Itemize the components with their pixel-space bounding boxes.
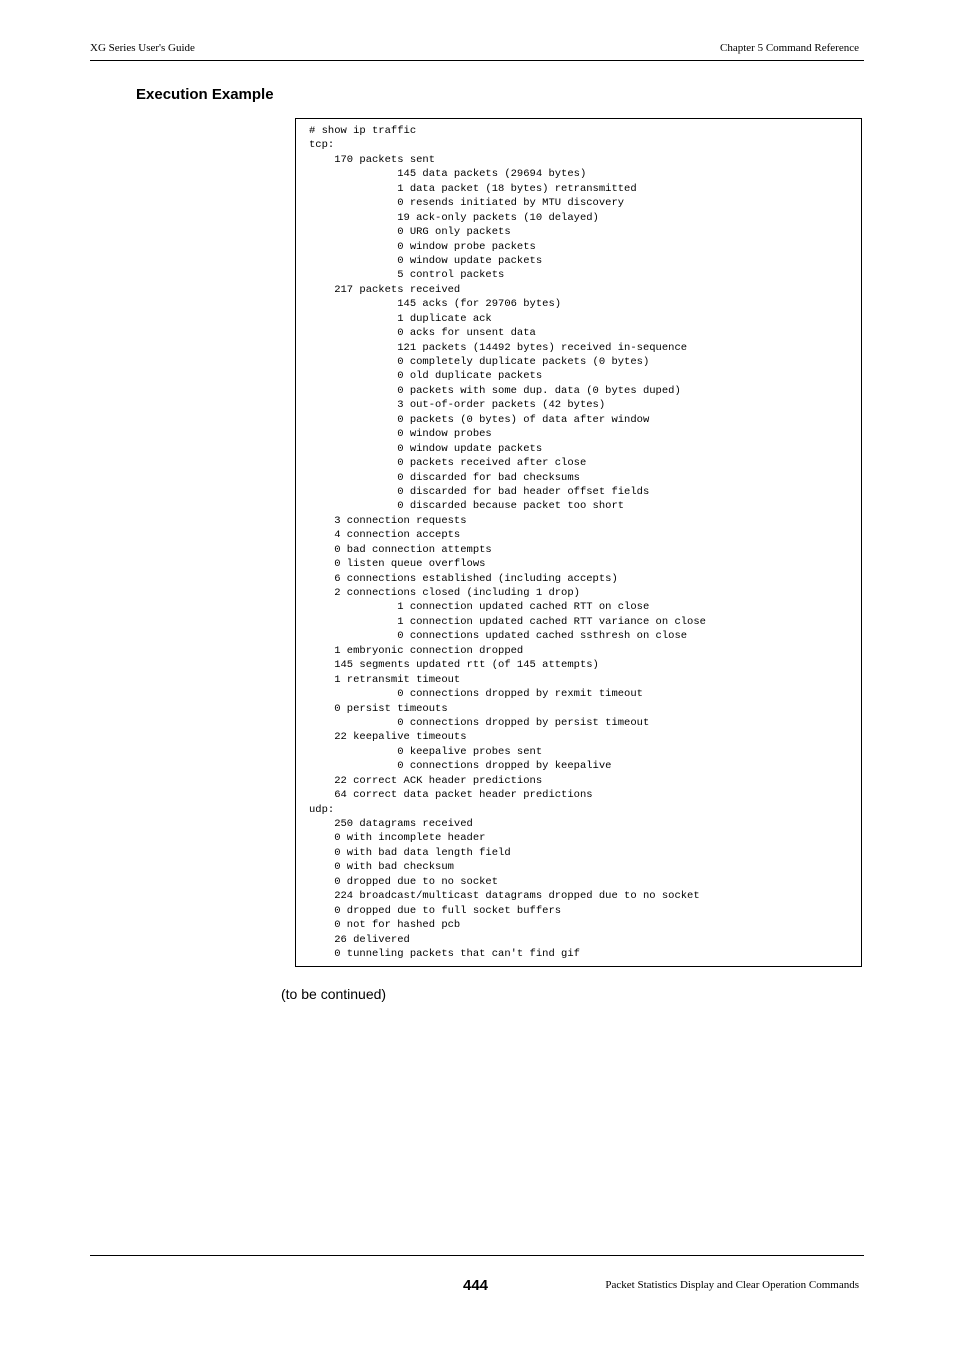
footer-section-title: Packet Statistics Display and Clear Operation Commands <box>605 1279 859 1291</box>
code-line: 0 window probes <box>309 428 492 441</box>
code-line: 1 embryonic connection dropped <box>309 644 524 657</box>
code-line: 22 keepalive timeouts <box>309 731 467 744</box>
code-line: 217 packets received <box>309 283 461 296</box>
code-line: 0 packets received after close <box>309 457 587 470</box>
code-line: 0 listen queue overflows <box>309 558 486 571</box>
code-line: 1 data packet (18 bytes) retransmitted <box>309 182 637 195</box>
footer-divider <box>90 1255 864 1256</box>
header-guide-title: XG Series User's Guide <box>90 42 195 54</box>
code-line: 4 connection accepts <box>309 529 461 542</box>
code-line: 0 discarded because packet too short <box>309 500 625 513</box>
code-line: 6 connections established (including accepts) <box>309 572 618 585</box>
section-title: Execution Example <box>136 86 274 103</box>
code-line: 0 discarded for bad header offset fields <box>309 485 650 498</box>
code-line: 64 correct data packet header predictions <box>309 789 593 802</box>
code-line: 22 correct ACK header predictions <box>309 774 543 787</box>
code-line: 2 connections closed (including 1 drop) <box>309 587 580 599</box>
code-block <box>309 124 706 961</box>
code-line: 3 connection requests <box>309 514 467 527</box>
code-line: 0 window update packets <box>309 442 543 455</box>
code-line: 0 packets with some dup. data (0 bytes duped) <box>309 384 681 397</box>
code-line: 0 window update packets <box>309 254 543 267</box>
code-line: 1 duplicate ack <box>309 312 492 325</box>
code-line: 0 discarded for bad checksums <box>309 471 580 484</box>
code-line: 0 packets (0 bytes) of data after window <box>309 413 650 426</box>
code-line: 0 not for hashed pcb <box>309 919 461 932</box>
code-line: 26 delivered <box>309 933 410 946</box>
code-line: 0 bad connection attempts <box>309 543 492 556</box>
code-line: 0 URG only packets <box>309 226 511 239</box>
code-line: 0 window probe packets <box>309 240 536 253</box>
code-line: 0 dropped due to no socket <box>309 875 499 888</box>
code-line: 0 dropped due to full socket buffers <box>309 904 562 917</box>
code-line: 0 connections dropped by rexmit timeout <box>309 688 643 701</box>
code-line: 0 persist timeouts <box>309 702 448 715</box>
code-line: 145 data packets (29694 bytes) <box>309 168 587 181</box>
page-number: 444 <box>463 1277 489 1294</box>
code-line: # show ip traffic <box>309 125 417 137</box>
header-divider <box>90 60 864 61</box>
code-line: 0 connections dropped by persist timeout <box>309 716 650 729</box>
code-line: 1 connection updated cached RTT on close <box>309 601 650 614</box>
code-line: 1 connection updated cached RTT variance on close <box>309 615 706 628</box>
code-line: 0 tunneling packets that can't find gif <box>309 947 580 960</box>
code-line: 0 resends initiated by MTU discovery <box>309 197 625 210</box>
code-line: 224 broadcast/multicast datagrams dropped due to no socket <box>309 890 700 903</box>
code-line: 19 ack-only packets (10 delayed) <box>309 211 599 224</box>
code-line: 0 completely duplicate packets (0 bytes) <box>309 356 650 368</box>
continued-note: (to be continued) <box>281 986 387 1002</box>
code-line: 1 retransmit timeout <box>309 673 461 686</box>
code-line: udp: <box>309 803 335 816</box>
code-line: 145 segments updated rtt (of 145 attempts) <box>309 659 599 672</box>
code-line: 0 connections dropped by keepalive <box>309 760 612 773</box>
code-line: 5 control packets <box>309 269 505 282</box>
code-line: 121 packets (14492 bytes) received in-sequence <box>309 341 688 354</box>
code-line: 170 packets sent <box>309 153 436 166</box>
code-line: 250 datagrams received <box>309 818 473 830</box>
code-line: 3 out-of-order packets (42 bytes) <box>309 399 606 412</box>
code-line: 0 with bad checksum <box>309 861 454 874</box>
code-line: 0 keepalive probes sent <box>309 745 543 758</box>
header-chapter-title: Chapter 5 Command Reference <box>720 42 859 54</box>
code-line: 0 with bad data length field <box>309 846 511 859</box>
code-line: 145 acks (for 29706 bytes) <box>309 298 562 311</box>
code-line: tcp: <box>309 139 335 152</box>
code-line: 0 with incomplete header <box>309 832 486 845</box>
code-line: 0 old duplicate packets <box>309 370 543 383</box>
code-line: 0 connections updated cached ssthresh on close <box>309 630 688 643</box>
code-example-box <box>295 118 862 967</box>
code-line: 0 acks for unsent data <box>309 327 536 340</box>
